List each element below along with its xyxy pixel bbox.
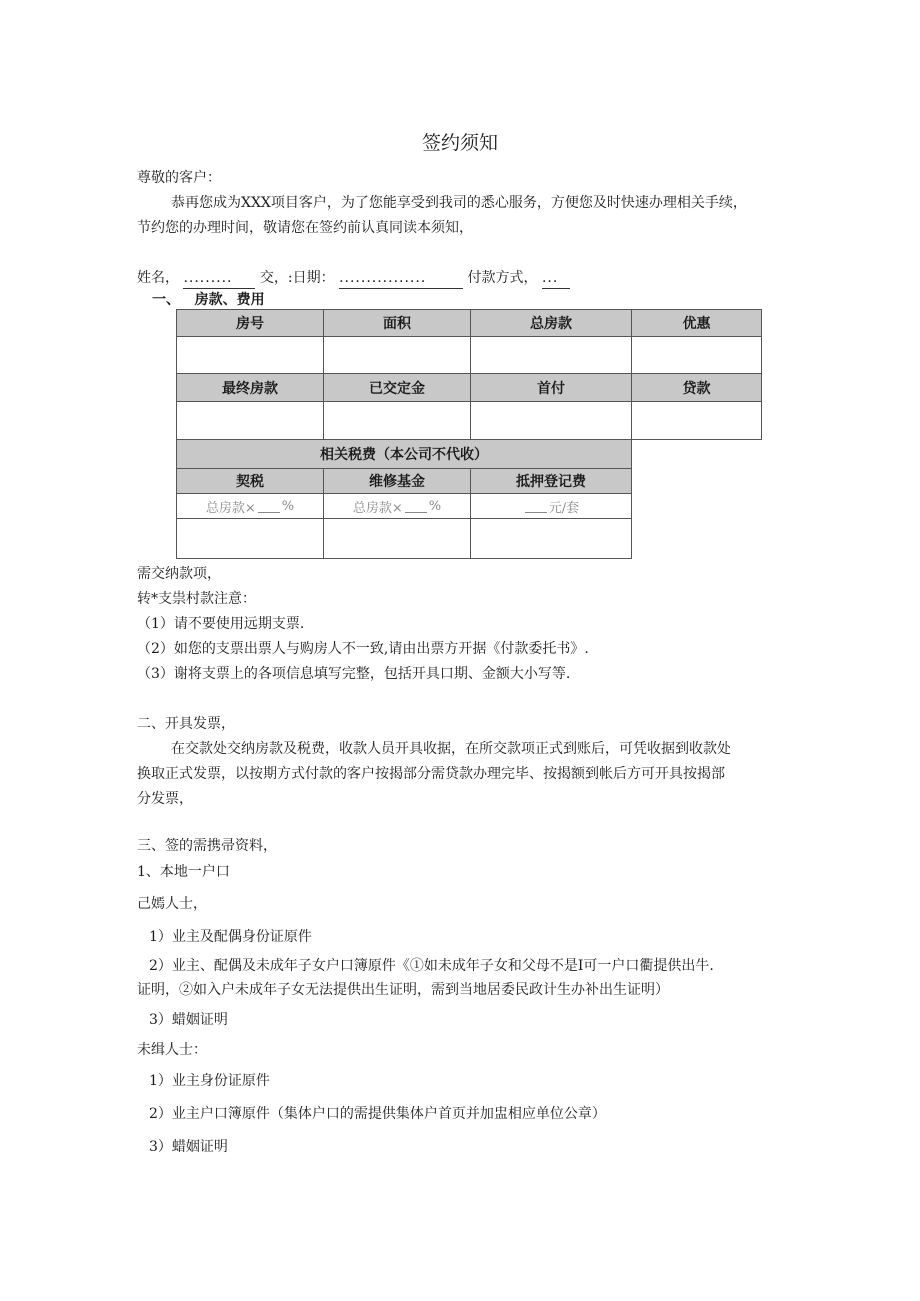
greeting: 尊敬的客户： (137, 170, 221, 186)
section-2-body-2: 换取正式发票，以按期方式付款的客户按揭部分需贷款办理完毕、按揭额到帐后方可开具按揭部 (137, 766, 725, 782)
intro-line-1: 恭再您成为XXX项目客户，为了您能享受到我司的悉心服务，方便您及时快速办理相关手续， (171, 195, 747, 211)
section-1-number: 一、 (152, 292, 180, 308)
unmarried-heading: 未缉人士： (137, 1042, 207, 1058)
section-3-sub-1: 1、本地一户口 (137, 864, 230, 880)
unmarried-item-2: 2）业主户口簿原件（集体户口的需提供集体户首页并加盅相应单位公章） (149, 1106, 606, 1122)
married-item-3: 3）蜡姻证明 (149, 1012, 228, 1028)
page-title: 签约须知 (421, 132, 498, 154)
discount-cell[interactable] (631, 336, 762, 374)
mortgage-fee-cell[interactable] (470, 518, 632, 559)
total-price-cell[interactable] (470, 336, 632, 374)
deed-tax-formula: 总房款× % (176, 493, 324, 519)
married-heading: 己嫣人士， (137, 896, 207, 912)
area-cell[interactable] (323, 336, 471, 374)
header-room-no: 房号 (176, 309, 324, 337)
deed-tax-cell[interactable] (176, 518, 324, 559)
cheque-item-1: （1）请不要使用远期支票. (137, 616, 305, 632)
date-label: 交，:日期： (259, 270, 335, 286)
section-1-title: 房款、费用 (194, 292, 265, 308)
header-maintenance-fund: 维修基金 (323, 468, 471, 494)
intro-line-2: 节约您的办理时间，敬请您在签约前认真同读本须知， (137, 220, 473, 236)
married-item-1: 1）业主及配偶身份证原件 (149, 929, 312, 945)
unmarried-item-1: 1）业主身份证原件 (149, 1073, 270, 1089)
down-payment-cell[interactable] (470, 401, 632, 440)
mortgage-fee-formula: 元/套 (470, 493, 632, 519)
name-field[interactable]: ......... (183, 268, 255, 289)
form-line (137, 268, 570, 289)
married-item-2a: 2）业主、配偶及未成年子女户口簿原件《①如未成年子女和父母不是I可一户口衢提供出牛. (149, 958, 714, 974)
date-field[interactable]: ................ (339, 268, 463, 289)
section-1-heading (152, 289, 265, 309)
deposit-paid-cell[interactable] (323, 401, 471, 440)
payment-method-field[interactable]: ... (542, 268, 570, 289)
section-2-body-3: 分发票， (137, 791, 193, 807)
cheque-item-3: （3）谢将支票上的各项信息填写完整，包括开具口期、金额大小写等. (137, 666, 571, 682)
room-no-cell[interactable] (176, 336, 324, 374)
maintenance-fund-cell[interactable] (323, 518, 471, 559)
amount-due: 需交纳款项， (137, 566, 221, 582)
tax-title: 相关税费（本公司不代收） (176, 439, 632, 469)
header-total-price: 总房款 (470, 309, 632, 337)
payment-method-label: 付款方式， (467, 270, 538, 286)
header-discount: 优惠 (631, 309, 762, 337)
header-deposit-paid: 已交定金 (323, 373, 471, 402)
header-final-price: 最终房款 (176, 373, 324, 402)
header-deed-tax: 契税 (176, 468, 324, 494)
married-item-2b: 证明，②如入户未成年子女无法提供出生证明，需到当地居委民政计生办补出生证明） (137, 982, 669, 998)
cheque-item-2: （2）如您的支票出票人与购房人不一致,请由出票方开据《付款委托书》. (137, 641, 589, 657)
header-down-payment: 首付 (470, 373, 632, 402)
fee-table (176, 309, 762, 559)
maintenance-fund-formula: 总房款× % (323, 493, 471, 519)
final-price-cell[interactable] (176, 401, 324, 440)
header-mortgage-fee: 抵押登记费 (470, 468, 632, 494)
section-2-heading: 二、开具发票， (137, 716, 235, 732)
section-2-body-1: 在交款处交纳房款及税费，收款人员开具收据，在所交款项正式到账后，可凭收据到收款处 (171, 741, 731, 757)
section-3-heading: 三、签的需携帚资料， (137, 838, 277, 854)
header-loan: 贷款 (631, 373, 762, 402)
name-label: 姓名， (137, 270, 179, 286)
unmarried-item-3: 3）蜡姻证明 (149, 1139, 228, 1155)
header-area: 面积 (323, 309, 471, 337)
loan-cell[interactable] (631, 401, 762, 440)
cheque-note: 转*支祟村款注意： (137, 591, 256, 607)
